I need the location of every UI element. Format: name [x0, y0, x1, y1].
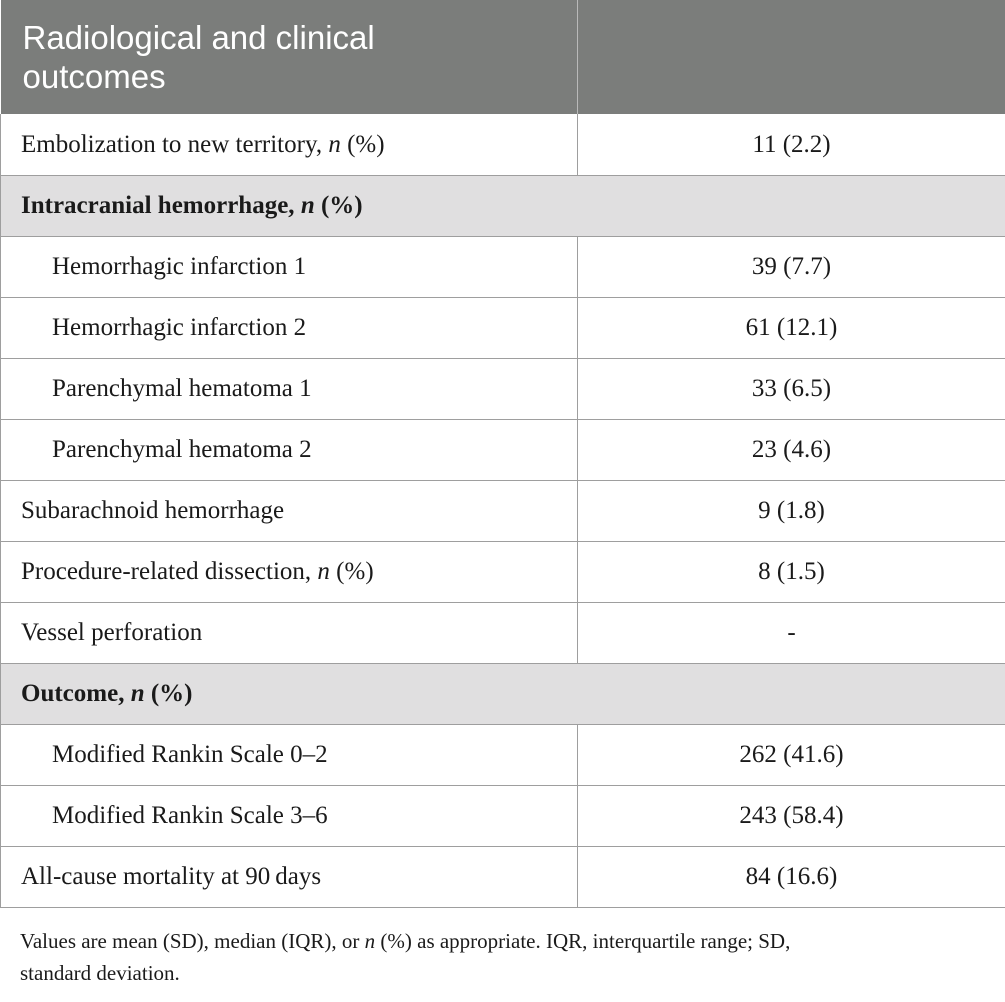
row-label — [1, 297, 578, 358]
table-row — [1, 785, 1005, 846]
table-row — [1, 480, 1005, 541]
header-outcomes — [1, 0, 578, 114]
row-label — [1, 846, 578, 907]
row-label-text: Parenchymal hematoma 1 — [52, 375, 312, 402]
row-label-text: All-cause mortality at 90 days — [21, 863, 322, 890]
row-value: 23 (4.6) — [578, 419, 1005, 480]
row-value: 39 (7.7) — [578, 236, 1005, 297]
section-row — [1, 175, 1005, 236]
row-label-text: Subarachnoid hemorrhage — [21, 497, 285, 524]
table-row — [1, 297, 1005, 358]
row-value: 11 (2.2) — [578, 114, 1005, 175]
row-label-text: Parenchymal hematoma 2 — [52, 436, 312, 463]
row-label-text: Modified Rankin Scale 0–2 — [52, 741, 328, 768]
row-label-n: n — [317, 558, 330, 585]
row-label — [1, 541, 578, 602]
row-value: 33 (6.5) — [578, 358, 1005, 419]
row-label — [1, 663, 1005, 724]
row-value: 84 (16.6) — [578, 846, 1005, 907]
row-label — [1, 785, 578, 846]
row-label — [1, 114, 578, 175]
row-label-text: Embolization to new territory, — [21, 130, 329, 158]
row-label-n: n — [328, 130, 341, 158]
row-label — [1, 358, 578, 419]
table-row — [1, 846, 1005, 907]
table-row — [1, 724, 1005, 785]
row-value: 262 (41.6) — [578, 724, 1005, 785]
footnote-part1: Values are mean (SD), median (IQR), or — [20, 929, 365, 953]
table-row — [1, 358, 1005, 419]
row-label-suffix: (%) — [340, 130, 385, 158]
table-row — [1, 541, 1005, 602]
table-header-row — [1, 0, 1005, 114]
header-line-2: outcomes — [22, 58, 166, 95]
table-row — [1, 236, 1005, 297]
table-row — [1, 114, 1005, 175]
row-label-suffix: (%) — [314, 192, 363, 219]
row-label-suffix: (%) — [144, 680, 193, 707]
row-label-text: Vessel perforation — [21, 619, 203, 646]
row-label-suffix: (%) — [329, 558, 374, 585]
row-label-text: Hemorrhagic infarction 2 — [52, 314, 307, 341]
row-label — [1, 602, 578, 663]
table-row — [1, 419, 1005, 480]
row-label-n: n — [130, 680, 145, 707]
row-label-text: Modified Rankin Scale 3–6 — [52, 802, 328, 829]
row-label — [1, 175, 1005, 236]
row-label — [1, 480, 578, 541]
section-row — [1, 663, 1005, 724]
row-label-text: Hemorrhagic infarction 1 — [52, 253, 307, 280]
row-label-text: Procedure-related dissection, — [21, 558, 318, 585]
row-label-n: n — [300, 192, 315, 219]
footnote-n: n — [364, 929, 376, 953]
header-line-1: Radiological and clinical — [22, 19, 375, 56]
table-footnote — [20, 925, 990, 989]
row-label — [1, 419, 578, 480]
row-value: 9 (1.8) — [578, 480, 1005, 541]
row-value: 61 (12.1) — [578, 297, 1005, 358]
row-label-text: Outcome, — [21, 680, 131, 707]
table-row — [1, 602, 1005, 663]
header-value — [578, 0, 1005, 114]
row-value: 243 (58.4) — [578, 785, 1005, 846]
footnote-line2: standard deviation. — [20, 961, 180, 985]
footnote-part2: (%) as appropriate. IQR, interquartile range; SD, — [375, 929, 791, 953]
row-label-text: Intracranial hemorrhage, — [21, 192, 301, 219]
row-label — [1, 236, 578, 297]
row-label — [1, 724, 578, 785]
row-value: 8 (1.5) — [578, 541, 1005, 602]
row-value: - — [578, 602, 1005, 663]
table-body — [1, 114, 1005, 907]
